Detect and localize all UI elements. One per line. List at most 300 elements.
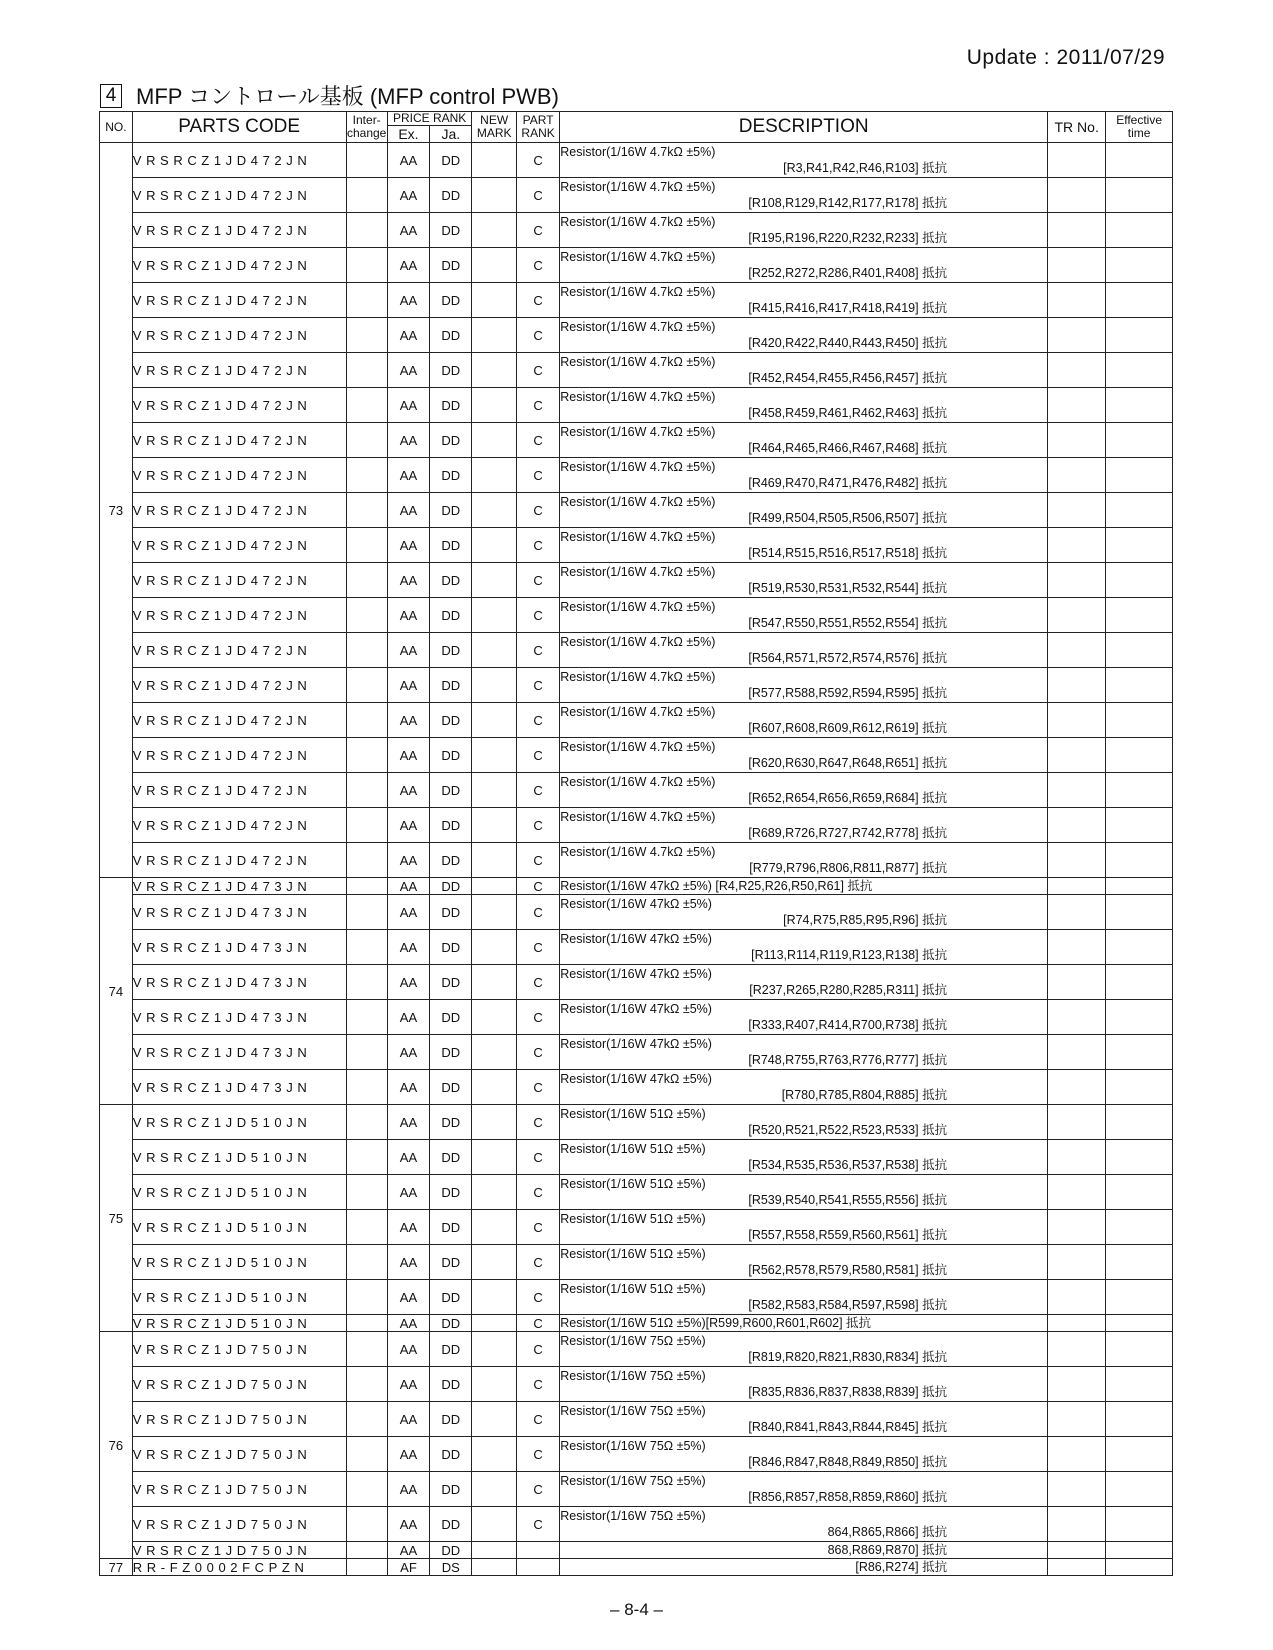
description-line1: Resistor(1/16W 47kΩ ±5%) [560, 967, 712, 981]
parts-table-body [100, 143, 1173, 1576]
parts-code: VRSRCZ1JD473JN [132, 1035, 346, 1070]
parts-code: VRSRCZ1JD750JN [132, 1472, 346, 1507]
description-line1: Resistor(1/16W 51Ω ±5%) [560, 1107, 706, 1121]
part-rank: C [516, 878, 559, 895]
description-line2: [R835,R836,R837,R838,R839] 抵抗 [748, 1385, 948, 1399]
interchange-cell [346, 1402, 387, 1437]
interchange-cell [346, 895, 387, 930]
col-effective-time-header: Effective time [1106, 112, 1173, 143]
part-rank: C [516, 1367, 559, 1402]
new-mark-cell [472, 1245, 516, 1280]
price-ja: DD [430, 1175, 472, 1210]
description-cell [560, 563, 1048, 598]
description-line2: [R333,R407,R414,R700,R738] 抵抗 [748, 1018, 948, 1032]
part-rank: C [516, 178, 559, 213]
part-rank: C [516, 965, 559, 1000]
description-line1: Resistor(1/16W 75Ω ±5%) [560, 1474, 706, 1488]
tr-no-cell [1048, 598, 1106, 633]
price-ja: DD [430, 1507, 472, 1542]
price-ja: DD [430, 773, 472, 808]
tr-no-cell [1048, 178, 1106, 213]
price-ex: AA [387, 458, 429, 493]
description-line2: [R415,R416,R417,R418,R419] 抵抗 [748, 301, 948, 315]
new-mark-cell [472, 1332, 516, 1367]
description-line1: Resistor(1/16W 75Ω ±5%) [560, 1439, 706, 1453]
description-line2: 864,R865,R866] 抵抗 [827, 1525, 948, 1539]
description-line2: [R582,R583,R584,R597,R598] 抵抗 [748, 1298, 948, 1312]
new-mark-cell [472, 1175, 516, 1210]
interchange-cell [346, 808, 387, 843]
price-ex: AA [387, 598, 429, 633]
new-mark-cell [472, 1472, 516, 1507]
part-rank: C [516, 283, 559, 318]
new-mark-cell [472, 703, 516, 738]
interchange-cell [346, 1332, 387, 1367]
price-ex: AA [387, 1315, 429, 1332]
description-line1: Resistor(1/16W 75Ω ±5%) [560, 1509, 706, 1523]
description-cell [560, 1175, 1048, 1210]
price-ja: DD [430, 895, 472, 930]
table-row [100, 1245, 1173, 1280]
effective-time-cell [1106, 563, 1173, 598]
part-rank: C [516, 1280, 559, 1315]
table-row [100, 1070, 1173, 1105]
description-cell [560, 965, 1048, 1000]
table-row [100, 598, 1173, 633]
effective-time-cell [1106, 458, 1173, 493]
new-mark-cell [472, 248, 516, 283]
price-ja: DD [430, 528, 472, 563]
price-ex: AA [387, 1437, 429, 1472]
effective-time-cell [1106, 1542, 1173, 1559]
interchange-cell [346, 248, 387, 283]
description-line1: Resistor(1/16W 51Ω ±5%)[R599,R600,R601,R602] 抵抗 [560, 1315, 872, 1330]
new-mark-cell [472, 423, 516, 458]
interchange-cell [346, 703, 387, 738]
price-ex: AA [387, 1105, 429, 1140]
table-row [100, 1035, 1173, 1070]
description-cell [560, 1245, 1048, 1280]
price-ex: AA [387, 213, 429, 248]
part-rank [516, 1542, 559, 1559]
update-date: Update : 2011/07/29 [966, 46, 1165, 69]
parts-code: VRSRCZ1JD472JN [132, 353, 346, 388]
description-cell [560, 598, 1048, 633]
tr-no-cell [1048, 1070, 1106, 1105]
interchange-cell [346, 458, 387, 493]
effective-time-cell [1106, 1315, 1173, 1332]
tr-no-cell [1048, 283, 1106, 318]
effective-time-cell [1106, 248, 1173, 283]
part-rank [516, 1559, 559, 1576]
description-line1: Resistor(1/16W 4.7kΩ ±5%) [560, 145, 716, 159]
price-ex: AA [387, 1472, 429, 1507]
description-line1: Resistor(1/16W 51Ω ±5%) [560, 1247, 706, 1261]
price-ex: AA [387, 353, 429, 388]
new-mark-cell [472, 353, 516, 388]
table-row [100, 808, 1173, 843]
tr-no-cell [1048, 1105, 1106, 1140]
description-line2: [R534,R535,R536,R537,R538] 抵抗 [748, 1158, 948, 1172]
price-ja: DD [430, 1245, 472, 1280]
tr-no-cell [1048, 213, 1106, 248]
tr-no-cell [1048, 878, 1106, 895]
effective-time-cell [1106, 528, 1173, 563]
description-cell [560, 178, 1048, 213]
price-ex: AA [387, 563, 429, 598]
part-rank: C [516, 1472, 559, 1507]
part-rank: C [516, 388, 559, 423]
parts-code: VRSRCZ1JD472JN [132, 738, 346, 773]
price-ex: AA [387, 1175, 429, 1210]
price-ja: DD [430, 1035, 472, 1070]
effective-time-cell [1106, 633, 1173, 668]
description-line2: [R464,R465,R466,R467,R468] 抵抗 [748, 441, 948, 455]
parts-code: VRSRCZ1JD472JN [132, 178, 346, 213]
description-line2: [R577,R588,R592,R594,R595] 抵抗 [748, 686, 948, 700]
table-row [100, 1402, 1173, 1437]
description-cell [560, 1542, 1048, 1559]
item-number: 74 [100, 878, 133, 1105]
new-mark-cell [472, 738, 516, 773]
new-mark-cell [472, 283, 516, 318]
price-ex: AA [387, 248, 429, 283]
description-line2: [R564,R571,R572,R574,R576] 抵抗 [748, 651, 948, 665]
part-rank: C [516, 598, 559, 633]
parts-table [99, 111, 1173, 1576]
table-row [100, 213, 1173, 248]
new-mark-cell [472, 493, 516, 528]
parts-code: VRSRCZ1JD510JN [132, 1280, 346, 1315]
price-ex: AA [387, 178, 429, 213]
description-line1: Resistor(1/16W 4.7kΩ ±5%) [560, 180, 716, 194]
parts-code: VRSRCZ1JD472JN [132, 598, 346, 633]
tr-no-cell [1048, 1175, 1106, 1210]
effective-time-cell [1106, 1105, 1173, 1140]
effective-time-cell [1106, 598, 1173, 633]
description-line1: Resistor(1/16W 4.7kΩ ±5%) [560, 635, 716, 649]
table-row [100, 528, 1173, 563]
description-cell [560, 143, 1048, 178]
part-rank: C [516, 773, 559, 808]
price-ja: DD [430, 283, 472, 318]
table-row [100, 143, 1173, 178]
description-line2: [R539,R540,R541,R555,R556] 抵抗 [748, 1193, 948, 1207]
col-new-mark-header: NEW MARK [472, 112, 516, 143]
table-row [100, 1559, 1173, 1576]
description-line2: [R499,R504,R505,R506,R507] 抵抗 [748, 511, 948, 525]
description-line1: Resistor(1/16W 47kΩ ±5%) [560, 897, 712, 911]
parts-code: VRSRCZ1JD472JN [132, 808, 346, 843]
description-line1: Resistor(1/16W 4.7kΩ ±5%) [560, 740, 716, 754]
price-ja: DD [430, 1070, 472, 1105]
price-ja: DD [430, 178, 472, 213]
price-ja: DD [430, 965, 472, 1000]
description-line2: [R458,R459,R461,R462,R463] 抵抗 [748, 406, 948, 420]
table-row [100, 1332, 1173, 1367]
table-row [100, 493, 1173, 528]
interchange-cell [346, 1210, 387, 1245]
effective-time-cell [1106, 895, 1173, 930]
price-ja: DD [430, 563, 472, 598]
description-cell [560, 213, 1048, 248]
parts-code: VRSRCZ1JD472JN [132, 668, 346, 703]
table-row [100, 1472, 1173, 1507]
tr-no-cell [1048, 1437, 1106, 1472]
price-ja: DD [430, 1315, 472, 1332]
description-line2: [R86,R274] 抵抗 [855, 1560, 948, 1574]
interchange-cell [346, 283, 387, 318]
description-cell [560, 668, 1048, 703]
effective-time-cell [1106, 318, 1173, 353]
table-row [100, 1210, 1173, 1245]
parts-code: VRSRCZ1JD750JN [132, 1507, 346, 1542]
new-mark-cell [472, 1367, 516, 1402]
effective-time-cell [1106, 1140, 1173, 1175]
price-ex: AA [387, 1280, 429, 1315]
description-cell [560, 1140, 1048, 1175]
interchange-cell [346, 1472, 387, 1507]
description-line2: [R113,R114,R119,R123,R138] 抵抗 [751, 948, 948, 962]
tr-no-cell [1048, 1542, 1106, 1559]
tr-no-cell [1048, 808, 1106, 843]
tr-no-cell [1048, 1140, 1106, 1175]
new-mark-cell [472, 143, 516, 178]
interchange-cell [346, 1070, 387, 1105]
description-line1: Resistor(1/16W 4.7kΩ ±5%) [560, 215, 716, 229]
description-line1: Resistor(1/16W 4.7kΩ ±5%) [560, 705, 716, 719]
new-mark-cell [472, 1035, 516, 1070]
tr-no-cell [1048, 248, 1106, 283]
new-mark-cell [472, 388, 516, 423]
description-line1: Resistor(1/16W 47kΩ ±5%) [R4,R25,R26,R50,R61] 抵抗 [560, 878, 873, 893]
new-mark-cell [472, 1140, 516, 1175]
price-ja: DD [430, 1542, 472, 1559]
table-row [100, 703, 1173, 738]
price-ja: DD [430, 248, 472, 283]
table-row [100, 388, 1173, 423]
price-ex: AA [387, 1402, 429, 1437]
tr-no-cell [1048, 1472, 1106, 1507]
description-cell [560, 930, 1048, 965]
interchange-cell [346, 143, 387, 178]
parts-code: VRSRCZ1JD473JN [132, 965, 346, 1000]
price-ja: DD [430, 843, 472, 878]
description-line2: [R514,R515,R516,R517,R518] 抵抗 [748, 546, 948, 560]
table-row [100, 353, 1173, 388]
parts-code: RR-FZ0002FCPZN [132, 1559, 346, 1576]
interchange-cell [346, 318, 387, 353]
col-ja-header: Ja. [430, 126, 472, 143]
col-price-rank-header: PRICE RANK [387, 112, 472, 126]
description-cell [560, 895, 1048, 930]
table-row [100, 773, 1173, 808]
tr-no-cell [1048, 1210, 1106, 1245]
description-cell [560, 388, 1048, 423]
price-ja: DD [430, 353, 472, 388]
part-rank: C [516, 843, 559, 878]
tr-no-cell [1048, 423, 1106, 458]
description-line1: Resistor(1/16W 51Ω ±5%) [560, 1282, 706, 1296]
interchange-cell [346, 1140, 387, 1175]
parts-code: VRSRCZ1JD472JN [132, 213, 346, 248]
tr-no-cell [1048, 1402, 1106, 1437]
part-rank: C [516, 1000, 559, 1035]
tr-no-cell [1048, 738, 1106, 773]
interchange-cell [346, 773, 387, 808]
part-rank: C [516, 143, 559, 178]
price-ex: AA [387, 493, 429, 528]
interchange-cell [346, 878, 387, 895]
item-number: 73 [100, 143, 133, 878]
description-cell [560, 773, 1048, 808]
description-line1: Resistor(1/16W 4.7kΩ ±5%) [560, 390, 716, 404]
interchange-cell [346, 1437, 387, 1472]
part-rank: C [516, 458, 559, 493]
table-row [100, 1315, 1173, 1332]
description-line2: [R519,R530,R531,R532,R544] 抵抗 [748, 581, 948, 595]
description-line2: [R780,R785,R804,R885] 抵抗 [781, 1088, 948, 1102]
description-cell [560, 1507, 1048, 1542]
price-ex: AA [387, 388, 429, 423]
price-ex: AA [387, 1332, 429, 1367]
item-number: 76 [100, 1332, 133, 1559]
parts-code: VRSRCZ1JD750JN [132, 1402, 346, 1437]
effective-time-cell [1106, 1507, 1173, 1542]
new-mark-cell [472, 1402, 516, 1437]
section-number-box: 4 [100, 84, 122, 108]
price-ex: AA [387, 808, 429, 843]
new-mark-cell [472, 773, 516, 808]
interchange-cell [346, 1507, 387, 1542]
item-number: 77 [100, 1559, 133, 1576]
description-line1: Resistor(1/16W 4.7kΩ ±5%) [560, 845, 716, 859]
price-ex: AA [387, 1140, 429, 1175]
table-row [100, 843, 1173, 878]
price-ex: AA [387, 895, 429, 930]
part-rank: C [516, 248, 559, 283]
price-ex: AA [387, 773, 429, 808]
parts-code: VRSRCZ1JD472JN [132, 458, 346, 493]
effective-time-cell [1106, 808, 1173, 843]
description-line1: Resistor(1/16W 51Ω ±5%) [560, 1142, 706, 1156]
effective-time-cell [1106, 1559, 1173, 1576]
description-line2: [R252,R272,R286,R401,R408] 抵抗 [748, 266, 948, 280]
new-mark-cell [472, 458, 516, 493]
parts-code: VRSRCZ1JD510JN [132, 1245, 346, 1280]
effective-time-cell [1106, 703, 1173, 738]
description-line1: Resistor(1/16W 4.7kΩ ±5%) [560, 600, 716, 614]
description-line1: Resistor(1/16W 75Ω ±5%) [560, 1404, 706, 1418]
description-line2: [R74,R75,R85,R95,R96] 抵抗 [783, 913, 948, 927]
parts-code: VRSRCZ1JD510JN [132, 1105, 346, 1140]
new-mark-cell [472, 178, 516, 213]
new-mark-cell [472, 1000, 516, 1035]
tr-no-cell [1048, 1000, 1106, 1035]
section-title-text: MFP コントロール基板 (MFP control PWB) [136, 84, 559, 109]
tr-no-cell [1048, 528, 1106, 563]
part-rank: C [516, 213, 559, 248]
interchange-cell [346, 563, 387, 598]
table-row [100, 668, 1173, 703]
description-cell [560, 248, 1048, 283]
effective-time-cell [1106, 1280, 1173, 1315]
table-row [100, 1000, 1173, 1035]
new-mark-cell [472, 930, 516, 965]
description-line1: Resistor(1/16W 47kΩ ±5%) [560, 932, 712, 946]
description-line2: [R779,R796,R806,R811,R877] 抵抗 [749, 861, 948, 875]
effective-time-cell [1106, 668, 1173, 703]
description-line1: Resistor(1/16W 47kΩ ±5%) [560, 1072, 712, 1086]
description-line1: Resistor(1/16W 4.7kΩ ±5%) [560, 285, 716, 299]
price-ex: AA [387, 423, 429, 458]
parts-code: VRSRCZ1JD472JN [132, 528, 346, 563]
description-line2: [R469,R470,R471,R476,R482] 抵抗 [748, 476, 948, 490]
parts-code: VRSRCZ1JD472JN [132, 843, 346, 878]
price-ex: AA [387, 1542, 429, 1559]
description-cell [560, 1070, 1048, 1105]
new-mark-cell [472, 633, 516, 668]
description-cell [560, 738, 1048, 773]
price-ex: AF [387, 1559, 429, 1576]
price-ja: DD [430, 423, 472, 458]
table-row [100, 563, 1173, 598]
effective-time-cell [1106, 1332, 1173, 1367]
description-cell [560, 1000, 1048, 1035]
col-interchange-header: Inter-change [346, 112, 387, 143]
part-rank: C [516, 808, 559, 843]
tr-no-cell [1048, 930, 1106, 965]
part-rank: C [516, 1175, 559, 1210]
effective-time-cell [1106, 1367, 1173, 1402]
parts-code: VRSRCZ1JD472JN [132, 248, 346, 283]
interchange-cell [346, 668, 387, 703]
tr-no-cell [1048, 318, 1106, 353]
page-number: – 8-4 – [610, 1600, 663, 1619]
interchange-cell [346, 353, 387, 388]
interchange-cell [346, 1280, 387, 1315]
parts-code: VRSRCZ1JD473JN [132, 878, 346, 895]
price-ja: DD [430, 1105, 472, 1140]
table-row [100, 283, 1173, 318]
description-line1: Resistor(1/16W 4.7kΩ ±5%) [560, 670, 716, 684]
price-ja: DD [430, 1210, 472, 1245]
description-cell [560, 458, 1048, 493]
tr-no-cell [1048, 563, 1106, 598]
interchange-cell [346, 738, 387, 773]
new-mark-cell [472, 668, 516, 703]
price-ex: AA [387, 1210, 429, 1245]
interchange-cell [346, 1000, 387, 1035]
tr-no-cell [1048, 895, 1106, 930]
interchange-cell [346, 423, 387, 458]
price-ex: AA [387, 143, 429, 178]
description-line2: [R452,R454,R455,R456,R457] 抵抗 [748, 371, 948, 385]
new-mark-cell [472, 1105, 516, 1140]
effective-time-cell [1106, 143, 1173, 178]
table-row [100, 1542, 1173, 1559]
interchange-cell [346, 1175, 387, 1210]
new-mark-cell [472, 965, 516, 1000]
description-cell [560, 1315, 1048, 1332]
interchange-cell [346, 1559, 387, 1576]
description-line1: Resistor(1/16W 4.7kΩ ±5%) [560, 810, 716, 824]
effective-time-cell [1106, 493, 1173, 528]
effective-time-cell [1106, 878, 1173, 895]
tr-no-cell [1048, 1315, 1106, 1332]
description-line2: [R652,R654,R656,R659,R684] 抵抗 [748, 791, 948, 805]
description-cell [560, 1332, 1048, 1367]
